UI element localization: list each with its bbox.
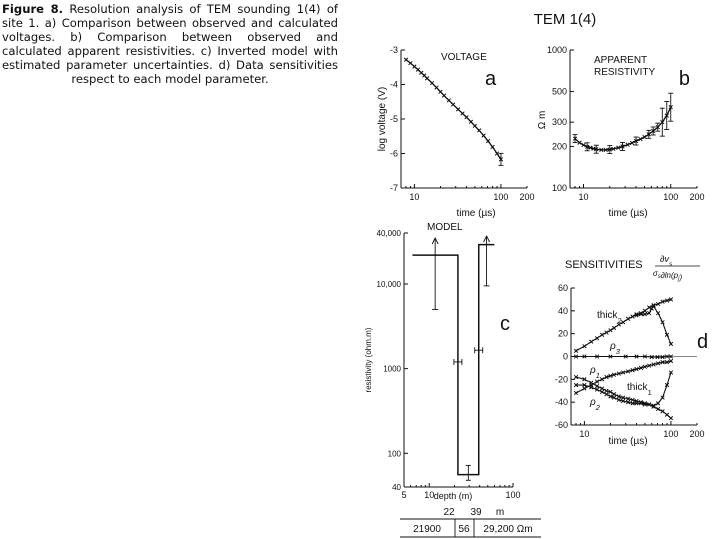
c-x-tick-label: 100 — [505, 490, 521, 500]
d-data-point — [583, 344, 587, 348]
b-title-line1: APPARENT — [594, 55, 648, 66]
a-y-tick-label: -7 — [389, 183, 398, 193]
d-x-tick-label: 200 — [689, 429, 705, 439]
a-x-tick-label: 10 — [409, 192, 420, 202]
a-y-tick-label: -3 — [389, 45, 398, 55]
a-y-tick-label: -5 — [389, 114, 398, 124]
c-x-label: depth (m) — [433, 491, 473, 501]
d-data-point — [605, 331, 609, 335]
d-panel-letter: d — [697, 331, 709, 353]
d-data-point — [605, 392, 609, 396]
d-title-formula-numerator: $\partial v_s$ — [660, 254, 673, 268]
b-y-label: Ω m — [537, 110, 548, 130]
caption-text: Resolution analysis of TEM sounding 1(4) of site 1. a) Comparison between observed and calculated voltages. b) Comparison between observed and calculated apparent resistivities. c) Inverted model with estimated parameter uncertainties. d) Data sensitivities respect to each model parameter. — [2, 2, 338, 86]
a-data-point — [451, 103, 455, 107]
d-data-point — [609, 328, 613, 332]
c-panel-letter: c — [500, 313, 510, 335]
d-data-point — [631, 315, 635, 319]
a-y-tick-label: -4 — [389, 79, 398, 90]
d-y-tick-label: -40 — [554, 397, 568, 408]
d-data-point — [656, 311, 660, 315]
a-data-point — [439, 90, 443, 94]
d-data-point — [589, 340, 593, 344]
b-y-tick-label: 1000 — [546, 45, 567, 55]
c-title: MODEL — [427, 222, 463, 233]
a-data-point — [486, 139, 490, 143]
c-y-tick-label: 100 — [387, 449, 401, 459]
b-y-tick-label: 300 — [551, 117, 567, 128]
caption-label: Figure 8. — [2, 2, 64, 16]
a-data-point — [473, 124, 477, 128]
a-data-point — [413, 65, 417, 69]
a-data-point — [456, 108, 460, 112]
a-data-point — [465, 115, 469, 119]
c-y-tick-label: 1000 — [383, 364, 401, 374]
d-y-tick-label: 40 — [557, 305, 568, 316]
d-data-point — [595, 336, 599, 340]
a-x-tick-label: 100 — [493, 192, 509, 202]
a-data-point — [425, 76, 429, 80]
d-data-point — [665, 413, 669, 417]
c-x-tick-label: 5 — [401, 490, 407, 500]
a-y-tick-label: -6 — [389, 148, 398, 159]
d-data-point — [643, 309, 647, 313]
b-panel-letter: b — [678, 68, 690, 90]
c-table-rho3: 29,200 Ωm — [483, 524, 533, 535]
a-y-label: log voltage (V) — [377, 86, 388, 152]
figure-title: TEM 1(4) — [533, 11, 597, 28]
c-x-tick-label: 10 — [424, 490, 435, 500]
b-x-tick-label: 100 — [663, 192, 679, 202]
d-label-rho2: $\rho_2$ — [590, 397, 600, 412]
d-data-point — [612, 326, 616, 330]
a-title: VOLTAGE — [441, 52, 487, 63]
d-label-rho1: $\rho_1$ — [590, 365, 600, 380]
a-panel-letter: a — [485, 68, 497, 90]
d-y-tick-label: 60 — [557, 283, 568, 293]
d-data-point — [574, 349, 578, 353]
a-data-point — [404, 58, 408, 62]
c-y-tick-label: 10,000 — [376, 279, 401, 289]
d-data-point — [661, 410, 665, 414]
d-title-formula-denominator: $\sigma_s\partial\ln(p_j)$ — [653, 269, 683, 282]
a-data-point — [491, 145, 495, 149]
d-y-tick-label: 20 — [557, 328, 568, 339]
a-data-point — [495, 152, 499, 156]
c-y-tick-label: 40,000 — [376, 229, 401, 238]
d-data-point — [669, 416, 673, 420]
d-data-point — [621, 320, 625, 324]
c-rho3-upper-arrow — [484, 236, 490, 245]
c-table-depth2: 39 — [470, 507, 482, 518]
d-data-point — [656, 407, 660, 411]
c-model-line — [412, 245, 494, 475]
a-data-point — [435, 86, 439, 90]
d-data-point — [583, 387, 587, 391]
a-data-point — [409, 61, 413, 65]
d-y-tick-label: -20 — [554, 374, 568, 385]
d-data-point — [589, 381, 593, 385]
a-data-point — [442, 94, 446, 98]
c-table-rho1: 21900 — [413, 524, 441, 535]
d-data-point — [626, 317, 630, 321]
b-y-tick-label: 200 — [551, 141, 567, 152]
a-data-point — [469, 120, 473, 124]
c-y-label: resistivity (ohm.m) — [364, 327, 373, 393]
b-y-tick-label: 500 — [551, 86, 567, 97]
b-x-tick-label: 200 — [689, 192, 705, 202]
a-x-label: time (µs) — [456, 208, 496, 219]
a-data-point — [461, 112, 465, 116]
a-data-point — [447, 99, 451, 103]
a-x-tick-label: 200 — [519, 192, 535, 202]
d-data-point — [656, 402, 660, 406]
d-label-rho3: $\rho_3$ — [610, 341, 620, 356]
a-data-point — [477, 129, 481, 133]
c-table-unit: m — [495, 507, 505, 518]
d-title: SENSITIVITIES — [565, 259, 643, 271]
d-label-thick1: thick$_1$ — [627, 382, 652, 397]
c-table-thick1: 22 — [443, 507, 455, 518]
d-x-tick-label: 100 — [663, 429, 679, 439]
d-data-point — [574, 391, 578, 395]
b-y-tick-label: 100 — [551, 183, 567, 193]
b-title-line2: RESISTIVITY — [594, 67, 656, 78]
c-table-rho2: 56 — [458, 524, 470, 535]
d-data-point — [600, 333, 604, 337]
d-y-tick-label: 0 — [562, 351, 568, 362]
b-x-label: time (µs) — [608, 208, 648, 219]
d-label-thick2: thick$_2$ — [597, 310, 622, 325]
d-x-tick-label: 10 — [579, 429, 590, 439]
a-data-point — [416, 68, 420, 72]
a-data-point — [482, 134, 486, 138]
d-y-tick-label: -60 — [554, 420, 568, 430]
d-x-label: time (µs) — [608, 436, 648, 447]
c-y-tick-label: 40 — [392, 483, 401, 492]
a-data-point — [430, 81, 434, 85]
b-x-tick-label: 10 — [578, 192, 589, 202]
c-rho1-upper-arrow — [432, 238, 438, 255]
